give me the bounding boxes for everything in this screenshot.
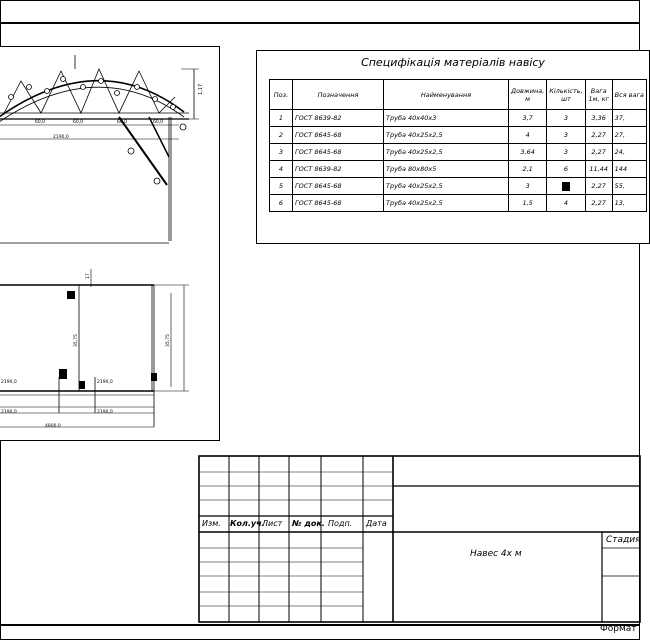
spec-row <box>270 178 647 195</box>
cell-weight-unit: 2,27 <box>585 127 612 144</box>
dim-plan-bay-right-2: 2190,0 <box>97 410 113 415</box>
col-designation: Позначення <box>293 80 384 110</box>
spec-row <box>270 110 647 127</box>
spec-table <box>269 79 647 212</box>
cell-pos: 5 <box>270 178 293 195</box>
cell-qty: 3 <box>547 127 585 144</box>
dim-plan-bay-right: 2190,0 <box>97 380 113 385</box>
col-weight-unit: Вага 1м, кг <box>585 80 612 110</box>
dim-plan-depth-2: 35,75 <box>166 334 171 347</box>
cell-weight-total: 24, <box>612 144 646 161</box>
cell-weight-total: 144 <box>612 161 646 178</box>
col-pos: Поз. <box>270 80 293 110</box>
spec-row <box>270 161 647 178</box>
cell-weight-unit: 11,44 <box>585 161 612 178</box>
col-length: Довжина, м <box>509 80 547 110</box>
cell-pos: 2 <box>270 127 293 144</box>
dim-plan-side-short: 17 <box>86 273 91 279</box>
tb-doc-no-label: № док. <box>292 519 325 528</box>
dim-plan-bay-left-2: 2190,0 <box>1 410 17 415</box>
cell-weight-unit: 3,36 <box>585 110 612 127</box>
cell-designation: ГОСТ 8645-68 <box>293 127 384 144</box>
tb-drawing-name: Навес 4х м <box>470 549 522 559</box>
spec-row <box>270 127 647 144</box>
dim-truss-segment-1: 60,0 <box>35 120 46 125</box>
tb-stage-label: Стадия <box>606 535 641 545</box>
tb-list-label: Лист <box>262 519 283 528</box>
col-weight-total: Вся вага <box>612 80 646 110</box>
plan-view <box>0 269 189 427</box>
cell-designation: ГОСТ 8639-82 <box>293 161 384 178</box>
cell-length: 3 <box>509 178 547 195</box>
tb-date-label: Дата <box>366 519 387 528</box>
dim-truss-height: 1,17 <box>198 83 204 95</box>
cell-length: 1,5 <box>509 195 547 212</box>
cell-qty-redacted <box>547 178 585 195</box>
drawing-panel <box>0 46 220 441</box>
cell-length: 3,64 <box>509 144 547 161</box>
cell-weight-unit: 2,27 <box>585 144 612 161</box>
tb-kol-uch-label: Кол.уч. <box>230 519 265 528</box>
dim-plan-total: 4800,0 <box>45 424 61 429</box>
cell-weight-unit: 2,27 <box>585 178 612 195</box>
col-qty: Кількість, шт <box>547 80 585 110</box>
dim-truss-segment-4: 60,0 <box>153 120 164 125</box>
cell-length: 4 <box>509 127 547 144</box>
dim-truss-segment-2: 60,0 <box>73 120 84 125</box>
tb-izm-label: Изм. <box>202 519 221 528</box>
cell-name: Труба 40х25х2,5 <box>384 144 509 161</box>
spec-header-row <box>270 80 647 110</box>
cell-qty: 4 <box>547 195 585 212</box>
cell-designation: ГОСТ 8645-68 <box>293 195 384 212</box>
tb-sign-label: Подп. <box>328 519 353 528</box>
dim-plan-bay-left: 2190,0 <box>1 380 17 385</box>
cell-qty: 3 <box>547 144 585 161</box>
cell-weight-total: 37, <box>612 110 646 127</box>
cell-pos: 3 <box>270 144 293 161</box>
cell-length: 2,1 <box>509 161 547 178</box>
footer-format-label: Формат <box>600 624 637 634</box>
cell-length: 3,7 <box>509 110 547 127</box>
cell-weight-total: 27, <box>612 127 646 144</box>
cell-pos: 1 <box>270 110 293 127</box>
cell-weight-total: 13, <box>612 195 646 212</box>
truss-and-plan-drawing <box>0 47 219 440</box>
cell-name: Труба 40х40х3 <box>384 110 509 127</box>
cell-name: Труба 40х25х2,5 <box>384 178 509 195</box>
cell-qty: 6 <box>547 161 585 178</box>
cell-name: Труба 80х80х5 <box>384 161 509 178</box>
cell-weight-total: 55, <box>612 178 646 195</box>
cell-designation: ГОСТ 8639-82 <box>293 110 384 127</box>
cell-designation: ГОСТ 8645-68 <box>293 178 384 195</box>
cell-pos: 4 <box>270 161 293 178</box>
specification-panel <box>256 50 650 244</box>
cell-qty: 3 <box>547 110 585 127</box>
dim-truss-segment-3: 60,0 <box>117 120 128 125</box>
col-name: Найменування <box>384 80 509 110</box>
dim-truss-span: 2190,0 <box>53 135 69 140</box>
redaction-mark <box>562 182 570 191</box>
spec-row <box>270 195 647 212</box>
dim-plan-depth: 35,75 <box>74 334 79 347</box>
cell-name: Труба 40х25х2,5 <box>384 127 509 144</box>
spec-title: Специфікація матеріалів навісу <box>361 56 545 69</box>
cell-designation: ГОСТ 8645-68 <box>293 144 384 161</box>
truss-nodes <box>9 77 187 185</box>
cell-pos: 6 <box>270 195 293 212</box>
cell-weight-unit: 2,27 <box>585 195 612 212</box>
cell-name: Труба 40х25х2,5 <box>384 195 509 212</box>
spec-row <box>270 144 647 161</box>
